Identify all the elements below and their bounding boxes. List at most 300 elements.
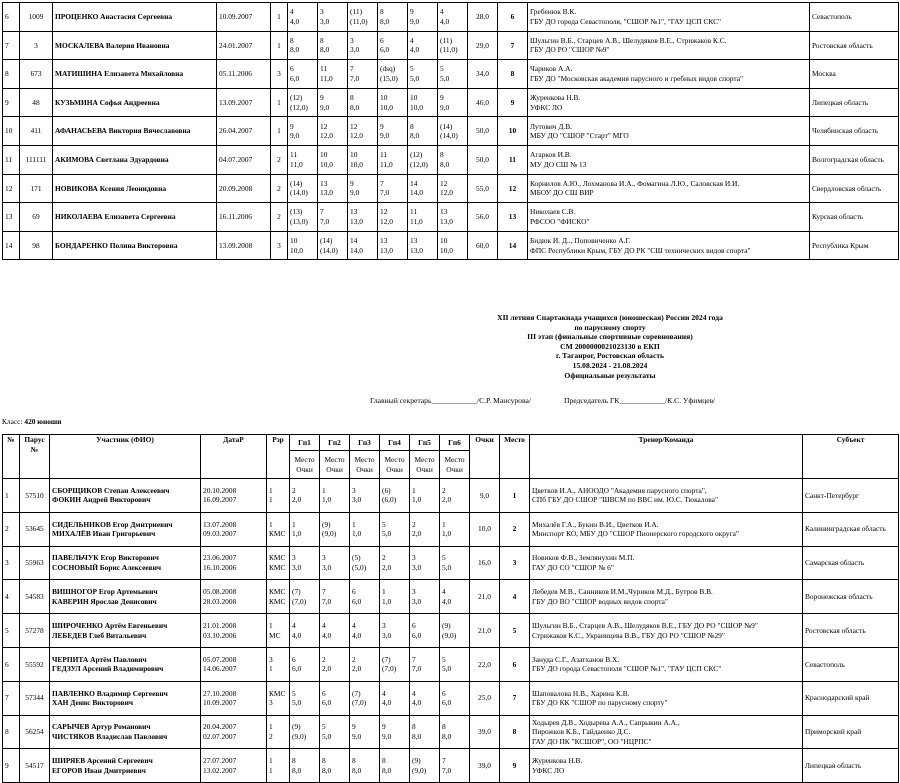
race-result — [318, 174, 348, 203]
race-result — [408, 88, 438, 117]
race-result-line: 13 — [440, 207, 448, 217]
race-result-line: 4,0 — [382, 698, 392, 708]
race-result-line: (7) — [382, 654, 391, 664]
coach-team — [530, 749, 803, 783]
region: Севастополь — [810, 3, 899, 32]
title-line: III этап (финальные спортивные соревнования) — [527, 332, 693, 342]
race-result-line: (9,0) — [292, 731, 307, 741]
race-result-line: 5,0 — [382, 529, 392, 539]
subheader-place: Место — [354, 455, 375, 464]
coach-team — [528, 88, 810, 117]
race-result-line: 3 — [292, 553, 296, 563]
sail-number: 3 — [20, 31, 53, 60]
sport-rank: 1 — [271, 88, 288, 117]
crew-name: ШИРОЧЕНКО Артём Евгеньевич — [52, 621, 168, 631]
race-result-line: (11,0) — [350, 16, 368, 26]
coach-team — [528, 231, 810, 260]
race-result-line: 7 — [322, 587, 326, 597]
coach-team-line: Новиков Ф.В., Землянухин М.П. — [532, 553, 635, 563]
table-row — [3, 3, 899, 32]
sport-rank: 1 — [269, 495, 273, 505]
coach-team — [530, 580, 803, 614]
race-result — [408, 117, 438, 146]
race-result-line: 1 — [322, 485, 326, 495]
race-result-line: 4 — [412, 688, 416, 698]
race-result-line: 2,0 — [352, 664, 362, 674]
race-result-line: 1,0 — [292, 529, 302, 539]
final-place: 12 — [498, 174, 528, 203]
final-place: 3 — [500, 546, 530, 580]
race-result-line: 2,0 — [292, 495, 302, 505]
table-row — [3, 479, 899, 513]
race-result-line: 7,0 — [322, 596, 332, 606]
coach-team — [530, 647, 803, 681]
coach-team — [528, 3, 810, 32]
chair-signature: Председатель ГК____________/К.С. Уфимцев/ — [564, 396, 716, 405]
participant-name: НОВИКОВА Ксения Леонидовна — [53, 174, 217, 203]
crew-names — [50, 479, 201, 513]
final-place: 7 — [500, 681, 530, 715]
region: Липецкая область — [803, 749, 899, 783]
total-points: 46,0 — [468, 88, 498, 117]
coach-team-line: Пирожков К.Б., Гайдаенко Д.С. — [532, 727, 631, 737]
sport-rank: КМС — [269, 596, 286, 606]
total-points: 34,0 — [468, 60, 498, 89]
birth-date: 09.03.2007 — [203, 529, 237, 539]
race-result-line: (9) — [412, 756, 421, 766]
race-result-line: 9,0 — [380, 131, 390, 141]
table-row — [3, 546, 899, 580]
coach-team-line: Шаповалова Н.В., Харина К.В. — [532, 688, 630, 698]
coach-team-line: Гребенюк В.К. — [530, 7, 577, 17]
race-result — [348, 231, 378, 260]
race-result — [350, 580, 380, 614]
race-result-line: 10 — [380, 93, 388, 103]
coach-team-line: Минспорт КО, МБУ ДО "СШОР Пионерского городского округа" — [532, 529, 739, 539]
race-result-line: 3 — [412, 553, 416, 563]
coach-team-line: ГБУ ДО "Московская академия парусного и гребных видов спорта" — [530, 73, 743, 83]
race-result-line: (11,0) — [440, 45, 458, 55]
crew-name: ПАВЕЛЬЧУК Егор Викторович — [52, 553, 159, 563]
race-result — [288, 60, 318, 89]
race-result-line: 6,0 — [412, 630, 422, 640]
col-header-race: Гп3 — [350, 435, 380, 451]
race-result — [410, 546, 440, 580]
race-result — [290, 580, 320, 614]
total-points: 55,0 — [468, 174, 498, 203]
race-result-line: 14 — [350, 236, 358, 246]
row-number: 8 — [3, 60, 20, 89]
crew-name: СБОРЩИКОВ Степан Алексеевич — [52, 485, 170, 495]
race-result-line: 10 — [440, 236, 448, 246]
race-result-line: 13,0 — [350, 216, 363, 226]
race-result-line: 7 — [380, 178, 384, 188]
col-subheader-place-points — [410, 451, 440, 479]
coach-team-line: Зануда С.Г., Азатханов В.Х. — [532, 654, 620, 664]
race-result-line: 8 — [412, 722, 416, 732]
birth-date: 13.09.2008 — [217, 231, 271, 260]
coach-team-line: ФПС Республики Крым, ГБУ ДО РК "СШ технических видов спорта" — [530, 245, 751, 255]
birth-date: 04.07.2007 — [217, 145, 271, 174]
sail-number: 53645 — [20, 512, 50, 546]
race-result-line: (12) — [410, 150, 423, 160]
race-result-line: 8 — [410, 121, 414, 131]
birth-date: 13.07.2008 — [203, 519, 237, 529]
title-line: XII летняя Спартакиада учащихся (юношеская) России 2024 года — [497, 313, 723, 322]
race-result — [290, 681, 320, 715]
crew-name: КАВЕРИН Ярослав Денисович — [52, 596, 157, 606]
race-result-line: 4 — [322, 621, 326, 631]
race-result — [350, 715, 380, 749]
race-result-line: 10 — [350, 150, 358, 160]
race-result-line: 12,0 — [440, 188, 453, 198]
race-result-line: 2 — [292, 485, 296, 495]
race-result-line: 12,0 — [380, 216, 393, 226]
coach-team-line: ГБУ ДО ВО "СШОР водных видов спорта" — [532, 596, 668, 606]
race-result — [410, 749, 440, 783]
race-result-line: 11,0 — [290, 159, 303, 169]
coach-team-line: Агарков И.В. — [530, 150, 572, 160]
race-result — [378, 60, 408, 89]
race-result-line: 9 — [380, 121, 384, 131]
race-result-line: 5 — [440, 64, 444, 74]
race-result-line: 5,0 — [442, 664, 452, 674]
race-result-line: 1,0 — [412, 495, 422, 505]
race-result-line: (7) — [352, 688, 361, 698]
race-result — [348, 60, 378, 89]
race-result-line: (14) — [290, 178, 303, 188]
race-result-line: 10,0 — [440, 245, 453, 255]
region: Приморский край — [803, 715, 899, 749]
race-result — [348, 88, 378, 117]
race-result-line: 4,0 — [290, 16, 300, 26]
race-result — [438, 231, 468, 260]
birth-date: 24.01.2007 — [217, 31, 271, 60]
race-result-line: (5) — [352, 553, 361, 563]
final-place: 1 — [500, 479, 530, 513]
race-result — [380, 546, 410, 580]
race-result — [438, 174, 468, 203]
col-subheader-place-points — [320, 451, 350, 479]
final-place: 4 — [500, 580, 530, 614]
race-result-line: (13) — [290, 207, 303, 217]
race-result-line: 5,0 — [442, 562, 452, 572]
race-result — [378, 203, 408, 232]
table-row — [3, 145, 899, 174]
sport-ranks — [267, 546, 290, 580]
crew-name: СОСНОВЫЙ Борис Алексеевич — [52, 562, 162, 572]
final-place: 7 — [498, 31, 528, 60]
race-result-line: 7 — [320, 207, 324, 217]
crew-names — [50, 614, 201, 648]
sail-number: 57344 — [20, 681, 50, 715]
race-result-line: 3,0 — [322, 562, 332, 572]
coach-team-line: Бидюк И. Д.., Поповиченко А.Г. — [530, 236, 631, 246]
race-result-line: 8 — [322, 756, 326, 766]
sail-number: 54583 — [20, 580, 50, 614]
race-result-line: 5 — [410, 64, 414, 74]
region: Республика Крым — [810, 231, 899, 260]
race-result — [288, 231, 318, 260]
race-result-line: 11 — [380, 150, 388, 160]
race-result-line: 5,0 — [322, 731, 332, 741]
final-place: 8 — [500, 715, 530, 749]
row-number: 6 — [3, 3, 20, 32]
race-result — [288, 117, 318, 146]
race-result — [320, 715, 350, 749]
race-result-line: 8 — [320, 35, 324, 45]
document-title — [380, 313, 840, 380]
race-result-line: 2,0 — [322, 664, 332, 674]
subheader-place: Место — [414, 455, 435, 464]
race-result-line: 4 — [352, 621, 356, 631]
final-place: 8 — [498, 60, 528, 89]
race-result — [378, 174, 408, 203]
race-result-line: (15,0) — [380, 73, 398, 83]
total-points: 39,0 — [470, 749, 500, 783]
row-number: 6 — [3, 647, 20, 681]
coach-team-line: МБУ ДО "СШОР "Старт" МГО — [530, 131, 629, 141]
birth-date: 21.01.2008 — [203, 621, 237, 631]
race-result — [290, 512, 320, 546]
race-result — [408, 174, 438, 203]
race-result-line: 4,0 — [410, 45, 420, 55]
race-result-line: 3,0 — [382, 630, 392, 640]
row-number: 8 — [3, 715, 20, 749]
race-result-line: 8,0 — [320, 45, 330, 55]
col-header-place: Место — [500, 435, 530, 479]
race-result-line: 8,0 — [380, 16, 390, 26]
sport-rank: 1 — [269, 756, 273, 766]
birth-dates — [201, 614, 267, 648]
race-result — [438, 203, 468, 232]
race-result — [380, 479, 410, 513]
coach-team — [530, 715, 803, 749]
race-result — [438, 60, 468, 89]
race-result-line: 12,0 — [320, 131, 333, 141]
race-result-line: 1 — [352, 519, 356, 529]
race-result-line: (7,0) — [352, 698, 367, 708]
row-number: 2 — [3, 512, 20, 546]
race-result-line: 9,0 — [290, 131, 300, 141]
race-result — [378, 145, 408, 174]
race-result-line: 9,0 — [440, 102, 450, 112]
row-number: 1 — [3, 479, 20, 513]
race-result-line: 2,0 — [412, 529, 422, 539]
race-result — [438, 145, 468, 174]
coach-team — [528, 60, 810, 89]
race-result-line: (5,0) — [352, 562, 367, 572]
race-result — [348, 31, 378, 60]
col-header-points: Очки — [470, 435, 500, 479]
subheader-points: Очки — [326, 464, 343, 474]
results-table-boys — [2, 434, 899, 783]
region: Санкт-Петербург — [803, 479, 899, 513]
sport-ranks — [267, 715, 290, 749]
race-result-line: 8,0 — [412, 731, 422, 741]
race-result-line: 8 — [382, 756, 386, 766]
sport-rank: 1 — [271, 117, 288, 146]
coach-team — [528, 174, 810, 203]
subheader-points: Очки — [296, 464, 313, 474]
row-number: 7 — [3, 31, 20, 60]
race-result — [290, 546, 320, 580]
race-result-line: 8 — [380, 7, 384, 17]
col-header-race: Гп1 — [290, 435, 320, 451]
region: Челябинская область — [810, 117, 899, 146]
race-result-line: 8,0 — [322, 765, 332, 775]
race-result-line: 8 — [350, 93, 354, 103]
race-result — [320, 647, 350, 681]
race-result-line: 1,0 — [442, 529, 452, 539]
row-number: 10 — [3, 117, 20, 146]
table-row — [3, 681, 899, 715]
race-result — [320, 580, 350, 614]
race-result — [440, 647, 470, 681]
race-result — [350, 614, 380, 648]
participant-name: ПРОЦЕНКО Анастасия Сергеевна — [53, 3, 217, 32]
col-subheader-place-points — [350, 451, 380, 479]
row-number: 3 — [3, 546, 20, 580]
race-result — [318, 3, 348, 32]
race-result — [440, 546, 470, 580]
birth-dates — [201, 647, 267, 681]
race-result-line: 5,0 — [410, 73, 420, 83]
birth-dates — [201, 715, 267, 749]
coach-team — [530, 546, 803, 580]
crew-name: ЧЕРПИТА Артём Павлович — [52, 654, 147, 664]
crew-names — [50, 749, 201, 783]
race-result-line: 2 — [322, 654, 326, 664]
race-result-line: 3 — [382, 621, 386, 631]
total-points: 21,0 — [470, 580, 500, 614]
race-result — [378, 88, 408, 117]
race-result-line: 9 — [352, 722, 356, 732]
race-result — [318, 203, 348, 232]
race-result-line: 11,0 — [320, 73, 333, 83]
race-result-line: (7,0) — [292, 596, 307, 606]
race-result-line: 3 — [322, 553, 326, 563]
coach-team-line: МУ ДО СШ № 13 — [530, 159, 587, 169]
race-result-line: 9 — [440, 93, 444, 103]
race-result-line: 6 — [290, 64, 294, 74]
race-result — [440, 479, 470, 513]
race-result-line: 6 — [322, 688, 326, 698]
birth-date: 14.06.2007 — [203, 664, 237, 674]
race-result-line: 9,0 — [352, 731, 362, 741]
sport-ranks — [267, 749, 290, 783]
table-row — [3, 31, 899, 60]
race-result-line: 7,0 — [442, 765, 452, 775]
race-result-line: 13,0 — [410, 245, 423, 255]
race-result — [318, 145, 348, 174]
race-result — [408, 31, 438, 60]
row-number: 9 — [3, 88, 20, 117]
sport-rank: МС — [269, 630, 281, 640]
race-result — [378, 3, 408, 32]
race-result-line: 9,0 — [382, 731, 392, 741]
race-result — [318, 31, 348, 60]
sport-rank: 1 — [271, 3, 288, 32]
race-result-line: 6 — [380, 35, 384, 45]
sport-rank: 1 — [269, 765, 273, 775]
sport-rank: 1 — [269, 664, 273, 674]
race-result-line: 1 — [292, 519, 296, 529]
race-result-line: 5 — [322, 722, 326, 732]
coach-team — [530, 479, 803, 513]
sport-ranks — [267, 580, 290, 614]
race-result-line: (12,0) — [290, 102, 308, 112]
race-result — [290, 715, 320, 749]
race-result-line: (12,0) — [410, 159, 428, 169]
sport-rank: 3 — [269, 654, 273, 664]
race-result-line: 10,0 — [380, 102, 393, 112]
race-result-line: 4,0 — [442, 596, 452, 606]
race-result-line: 5,0 — [292, 698, 302, 708]
race-result-line: 3,0 — [320, 16, 330, 26]
race-result — [348, 203, 378, 232]
birth-date: 20.10.2008 — [203, 485, 237, 495]
region: Ростовская область — [810, 31, 899, 60]
final-place: 13 — [498, 203, 528, 232]
birth-dates — [201, 749, 267, 783]
race-result — [318, 88, 348, 117]
race-result-line: 6,0 — [322, 698, 332, 708]
race-result — [348, 145, 378, 174]
race-result-line: 6,0 — [292, 664, 302, 674]
race-result-line: (9) — [442, 621, 451, 631]
coach-team-line: Шульгин В.Б., Старцев А.В., Шелудяков В.Е., ГБУ ДО РО "СШОР №9" — [532, 621, 758, 631]
participant-name: НИКОЛАЕВА Елизавета Сергеевна — [53, 203, 217, 232]
row-number: 7 — [3, 681, 20, 715]
race-result-line: 5 — [382, 519, 386, 529]
total-points: 16,0 — [470, 546, 500, 580]
coach-team-line: Шульгин В.Б., Старцев А.В., Шелудяков В.Е., Стрижаков К.С. — [530, 35, 727, 45]
race-result — [380, 647, 410, 681]
race-result — [318, 117, 348, 146]
title-line: по парусному спорту — [574, 322, 646, 332]
race-result-line: 9 — [350, 178, 354, 188]
race-result-line: 13 — [350, 207, 358, 217]
coach-team-line: Стрижаков К.С., Украинцева В.В., ГБУ ДО РО "СШОР №29" — [532, 630, 725, 640]
birth-date: 23.06.2007 — [203, 553, 237, 563]
row-number: 13 — [3, 203, 20, 232]
sail-number: 57278 — [20, 614, 50, 648]
final-place: 9 — [500, 749, 530, 783]
region: Свердловская область — [810, 174, 899, 203]
sport-rank: 1 — [269, 621, 273, 631]
total-points: 22,0 — [470, 647, 500, 681]
race-result-line: (7,0) — [382, 664, 397, 674]
sport-ranks — [267, 647, 290, 681]
race-result — [380, 512, 410, 546]
crew-name: ПАВЛЕНКО Владимир Сергеевич — [52, 688, 168, 698]
sport-rank: 1 — [269, 722, 273, 732]
coach-team-line: МБОУ ДО СШ ВИР — [530, 188, 594, 198]
table-row — [3, 647, 899, 681]
col-header-rank: Рзр — [267, 435, 290, 479]
coach-team — [530, 681, 803, 715]
coach-team-line: ГАУ ДО СО "СШОР № 6" — [532, 562, 614, 572]
crew-name: ЕГОРОВ Иван Дмитриевич — [52, 765, 146, 775]
sail-number: 54517 — [20, 749, 50, 783]
race-result-line: 9 — [320, 93, 324, 103]
race-result-line: 3,0 — [412, 562, 422, 572]
coach-team — [528, 31, 810, 60]
race-result-line: 4,0 — [322, 630, 332, 640]
sport-rank: КМС — [269, 587, 286, 597]
birth-date: 10.09.2007 — [203, 698, 237, 708]
